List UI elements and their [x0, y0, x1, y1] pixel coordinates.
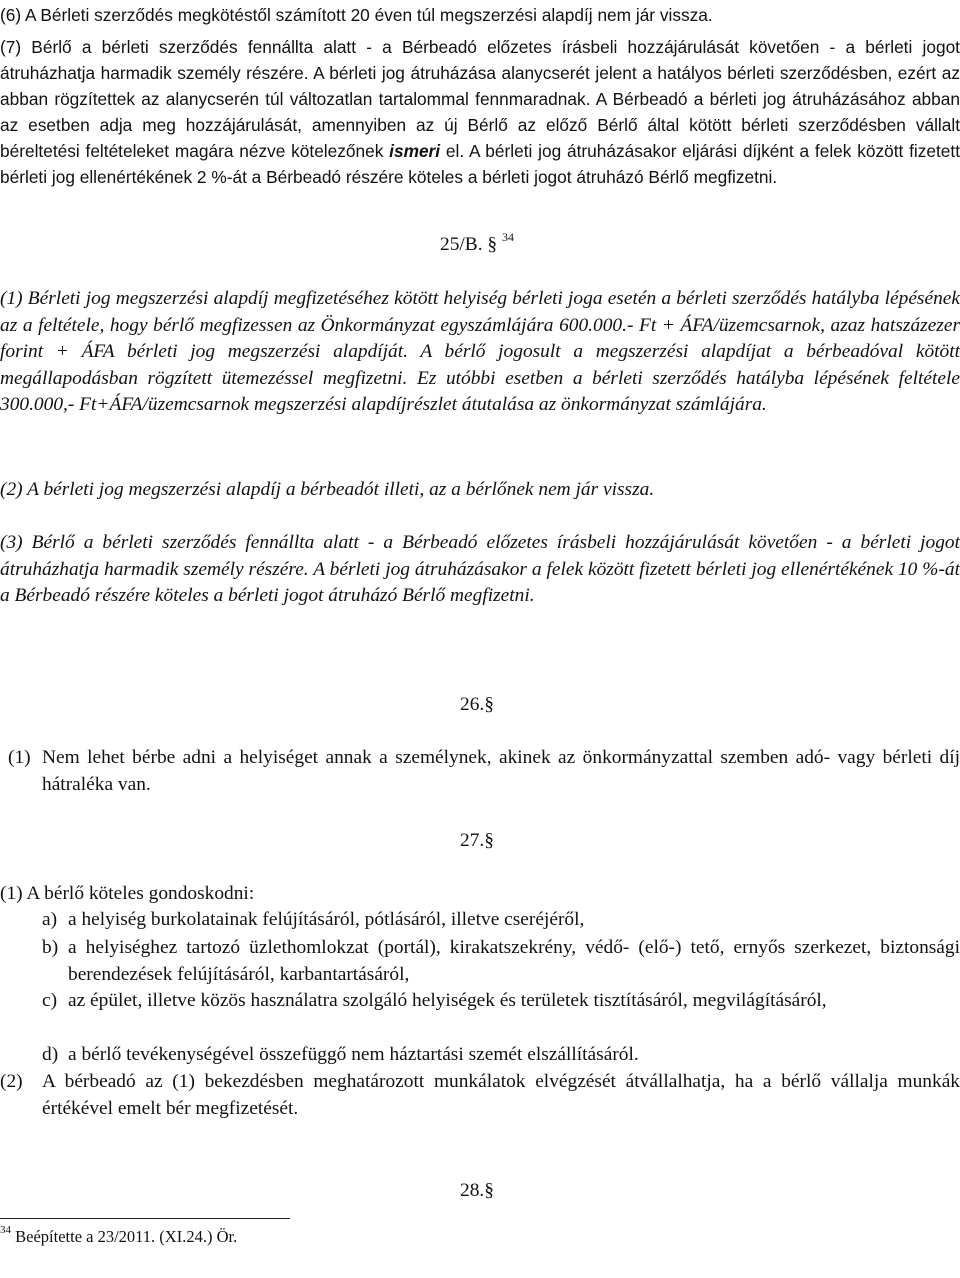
footnote	[0, 1223, 238, 1248]
paragraph-7	[0, 34, 960, 190]
emphasis-ismeri: ismeri	[389, 141, 441, 161]
section-heading-26: 26.§	[460, 694, 494, 715]
section-25b-paragraph-1: (1) Bérleti jog megszerzési alapdíj megfizetéséhez kötött helyiség bérleti joga esetén a bérleti szerződés hatályba lépésének az a feltétele, hogy bérlő megfizessen az Önkormányzat egyszámlájára 600.000.- Ft + ÁFA/üzemcsarnok, azaz hatszázezer forint + ÁFA bérleti jog megszerzési alapdíját. A bérlő jogosult a megszerzési alapdíjat a bérbeadóval kötött megállapodásban rögzített ütemezéssel megfizetni. Ez utóbbi esetben a bérleti szerződés hatályba lépésének feltétele 300.000,- Ft+ÁFA/üzemcsarnok megszerzési alapdíjrészlet átutalása az önkormányzat számlájára.	[0, 288, 960, 415]
section-27-intro: (1) A bérlő köteles gondoskodni:	[0, 883, 255, 904]
list-item-text: a bérlő tevékenységével összefüggő nem háztartási szemét elszállításáról.	[68, 1044, 639, 1065]
footnote-number: 34	[0, 1223, 11, 1236]
section-25b-paragraph-3: (3) Bérlő a bérleti szerződés fennállta alatt - a Bérbeadó előzetes írásbeli hozzájárulását követően - a bérleti jogot átruházhatja harmadik személy részére. A bérleti jog átruházásakor a felek között fizetett bérleti jog ellenértékének 10 %-át a Bérbeadó részére köteles a bérleti jogot átruházó Bérlő megfizetni.	[0, 532, 960, 606]
list-item-label: b)	[42, 937, 59, 958]
list-item	[42, 1042, 960, 1069]
footnote-divider	[0, 1218, 290, 1219]
section-25b-paragraph-2: (2) A bérleti jog megszerzési alapdíj a bérbeadót illeti, az a bérlőnek nem jár vissza.	[0, 479, 655, 500]
section-26-paragraph-1	[8, 745, 960, 798]
section-25b-title: 25/B. §	[440, 234, 498, 255]
list-item-label: c)	[42, 990, 58, 1011]
section-heading-28: 28.§	[460, 1180, 494, 1201]
paragraph-7-text-b: el. A bérleti jog átruházásakor eljárási díjként a felek között fizetett bérleti jog ellenértékének 2 %-át a Bérbeadó részére köteles a bérleti jogot átruházó Bérlő megfizetni.	[0, 141, 960, 187]
paragraph-7-text-a: (7) Bérlő a bérleti szerződés fennállta alatt - a Bérbeadó előzetes írásbeli hozzájárulását követően - a bérleti jogot átruházhatja harmadik személy részére. A bérleti jog átruházása alanycserét jelent a hatályos bérleti szerződésben, ezért az abban rögzítettek az alanycserén túl változatlan tartalommal fennmaradnak. A Bérbeadó a bérleti jog átruházásához abban az esetben adja meg hozzájárulását, amennyiben az új Bérlő az előző Bérlő által kötött bérleti szerződésben vállalt béreltetési feltételeket magára nézve kötelezőnek	[0, 37, 960, 161]
section-26-paragraph-1-text: Nem lehet bérbe adni a helyiséget annak a személynek, akinek az önkormányzattal szemben adó- vagy bérleti díj hátraléka van.	[42, 747, 960, 795]
list-item	[42, 907, 960, 934]
footnote-text: Beépítette a 23/2011. (XI.24.) Ör.	[15, 1227, 238, 1246]
section-27-paragraph-2	[0, 1069, 960, 1122]
list-item-text: a helyiség burkolatainak felújításáról, pótlásáról, illetve cseréjéről,	[68, 909, 585, 930]
paragraph-label: (2)	[0, 1071, 23, 1092]
list-item-text: az épület, illetve közös használatra szolgáló helyiségek és területek tisztításáról, megvilágításáról,	[68, 990, 827, 1011]
list-item-label: a)	[42, 909, 58, 930]
section-heading-27: 27.§	[460, 830, 494, 851]
section-heading-25b	[440, 229, 514, 258]
list-item	[42, 935, 960, 988]
list-item-text: a helyiséghez tartozó üzlethomlokzat (portál), kirakatszekrény, védő- (elő-) tető, ernyős szerkezet, biztonsági berendezések felújításáról, karbantartásáról,	[68, 937, 960, 985]
section-27-paragraph-2-text: A bérbeadó az (1) bekezdésben meghatározott munkálatok elvégzését átvállalhatja, ha a bérlő vállalja munkák értékével emelt bér megfizetését.	[42, 1071, 960, 1119]
list-item	[42, 988, 960, 1015]
list-item-label: d)	[42, 1044, 59, 1065]
paragraph-6: (6) A Bérleti szerződés megkötéstől számított 20 éven túl megszerzési alapdíj nem jár vissza.	[0, 5, 713, 25]
footnote-reference[interactable]: 34	[501, 229, 514, 244]
paragraph-label: (1)	[8, 747, 31, 768]
